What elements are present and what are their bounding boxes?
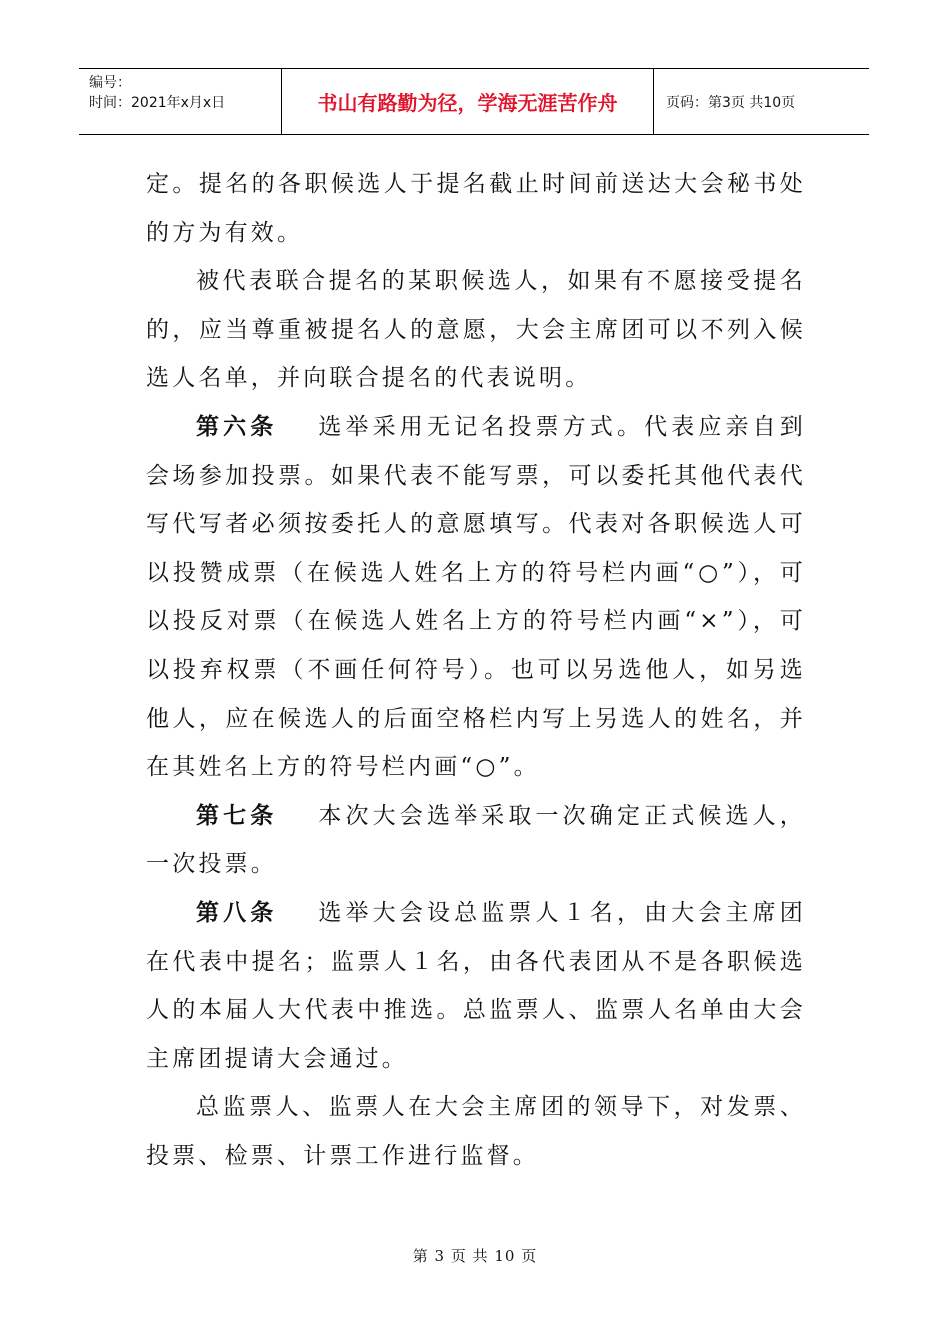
document-number-label: 编号：: [89, 75, 131, 91]
paragraph-text: 被代表联合提名的某职候选人，如果有不愿接受提名的，应当尊重被提名人的意愿，大会主席团可以不列入候选人名单，并向联合提名的代表说明。: [146, 268, 806, 392]
header-motto: 书山有路勤为径，学海无涯苦作舟: [282, 69, 654, 134]
article-paragraph: [146, 403, 806, 792]
paragraph-text: 本次大会选举采取一次确定正式候选人，一次投票。: [146, 802, 806, 878]
header-page-info: 页码：第3页 共10页: [666, 94, 796, 111]
page-header: [79, 68, 869, 135]
page-footer: 第 3 页 共 10 页: [412, 1247, 538, 1265]
document-body: [146, 160, 806, 1180]
document-time-label: 时间：2021年x月x日: [89, 95, 226, 111]
paragraph-text: 总监票人、监票人在大会主席团的领导下，对发票、投票、检票、计票工作进行监督。: [146, 1094, 806, 1169]
paragraph-text: 选举大会设总监票人１名，由大会主席团在代表中提名；监票人１名，由各代表团从不是各职候选人的本届人大代表中推选。总监票人、监票人名单由大会主席团提请大会通过。: [146, 899, 806, 1072]
article-paragraph: [146, 792, 806, 889]
article-heading: 第七条: [196, 801, 278, 829]
paragraph: [146, 257, 806, 403]
article-heading: 第八条: [196, 898, 278, 926]
paragraph: [146, 160, 806, 257]
paragraph-text: 定。提名的各职候选人于提名截止时间前送达大会秘书处的方为有效。: [146, 171, 806, 246]
article-heading: 第六条: [196, 412, 278, 440]
header-meta: [79, 69, 282, 134]
paragraph-text: 选举采用无记名投票方式。代表应亲自到会场参加投票。如果代表不能写票，可以委托其他代表代写代写者必须按委托人的意愿填写。代表对各职候选人可以投赞成票（在候选人姓名上方的符号栏内画“○”），可以投反对票（在候选人姓名上方的符号栏内画“×”），可以投弃权票（不画任何符号）。也可以另选他人，如另选他人，应在候选人的后面空格栏内写上另选人的姓名，并在其姓名上方的符号栏内画“○”。: [146, 413, 806, 781]
paragraph: [146, 1083, 806, 1180]
article-paragraph: [146, 889, 806, 1083]
